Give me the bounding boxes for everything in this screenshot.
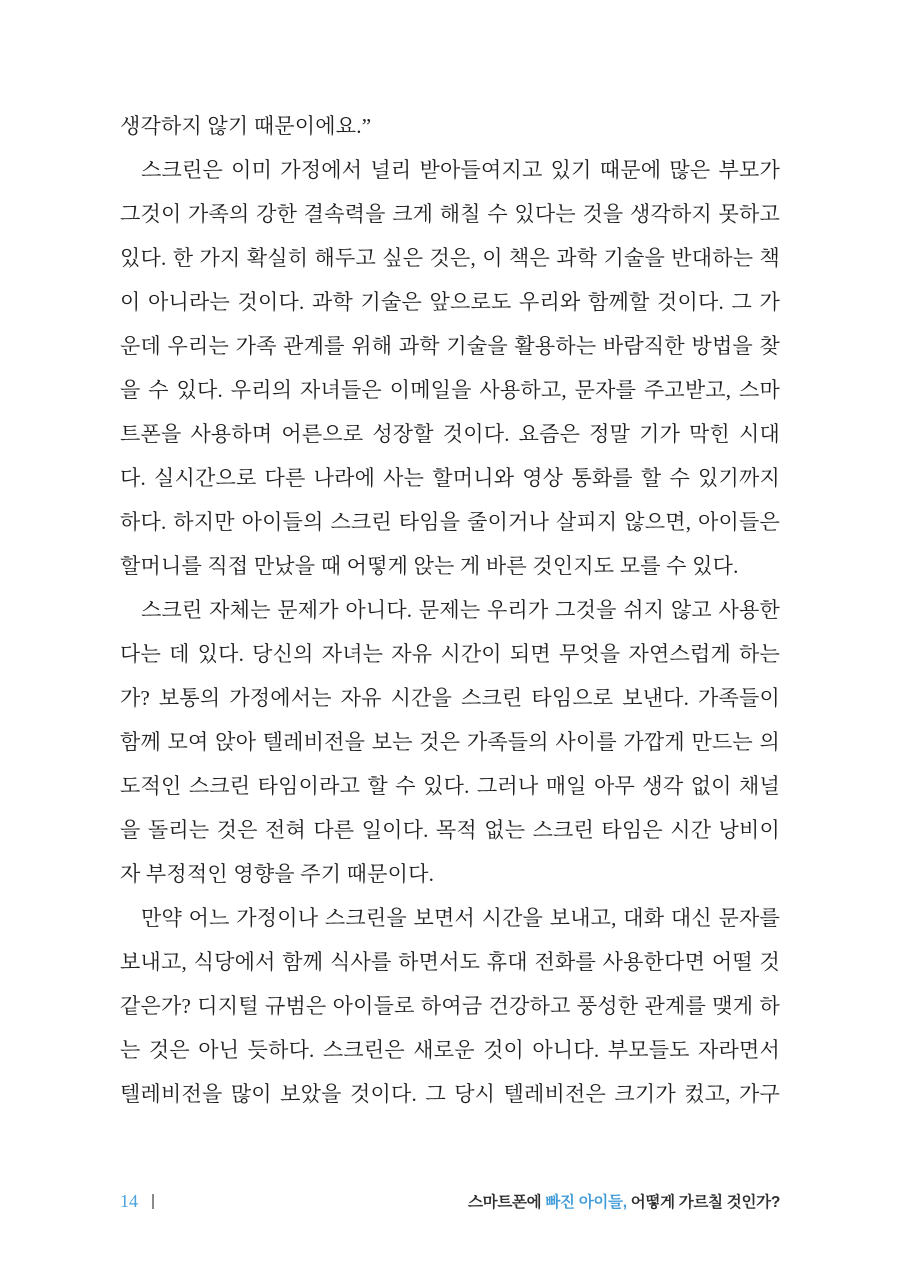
text-line: 자 부정적인 영향을 주기 때문이다. <box>120 862 435 886</box>
text-line: 을 돌리는 것은 전혀 다른 일이다. 목적 없는 스크린 타임은 시간 낭비이 <box>120 818 780 842</box>
text-line: 하다. 하지만 아이들의 스크린 타임을 줄이거나 살피지 않으면, 아이들은 <box>120 510 780 534</box>
book-title <box>468 1190 780 1212</box>
text-line: 그것이 가족의 강한 결속력을 크게 해칠 수 있다는 것을 생각하지 못하고 <box>120 202 780 226</box>
text-line: 있다. 한 가지 확실히 해두고 싶은 것은, 이 책은 과학 기술을 반대하는 책 <box>120 246 780 270</box>
page-footer <box>120 1188 780 1214</box>
text-line: 다는 데 있다. 당신의 자녀는 자유 시간이 되면 무엇을 자연스럽게 하는 <box>120 642 780 666</box>
footer-left <box>120 1191 154 1212</box>
text-line: 다. 실시간으로 다른 나라에 사는 할머니와 영상 통화를 할 수 있기까지 <box>120 466 780 490</box>
text-line: 보내고, 식당에서 함께 식사를 하면서도 휴대 전화를 사용한다면 어떨 것 <box>120 950 780 974</box>
text-line: 스크린은 이미 가정에서 널리 받아들여지고 있기 때문에 많은 부모가 <box>141 158 780 182</box>
text-line: 이 아니라는 것이다. 과학 기술은 앞으로도 우리와 함께할 것이다. 그 가 <box>120 290 780 314</box>
text-line: 생각하지 않기 때문이에요.” <box>120 114 372 138</box>
page-number: 14 <box>120 1190 138 1211</box>
text-line: 할머니를 직접 만났을 때 어떻게 앉는 게 바른 것인지도 모를 수 있다. <box>120 554 739 578</box>
text-line: 만약 어느 가정이나 스크린을 보면서 시간을 보내고, 대화 대신 문자를 <box>141 906 780 930</box>
book-title-post: 어떻게 가르칠 것인가? <box>626 1194 780 1211</box>
text-line: 도적인 스크린 타임이라고 할 수 있다. 그러나 매일 아무 생각 없이 채널 <box>120 774 780 798</box>
footer-divider <box>152 1194 154 1209</box>
text-line: 같은가? 디지털 규범은 아이들로 하여금 건강하고 풍성한 관계를 맺게 하 <box>120 994 780 1018</box>
text-line: 는 것은 아닌 듯하다. 스크린은 새로운 것이 아니다. 부모들도 자라면서 <box>120 1038 780 1062</box>
body-text <box>120 104 780 1116</box>
text-line: 을 수 있다. 우리의 자녀들은 이메일을 사용하고, 문자를 주고받고, 스마 <box>120 378 780 402</box>
text-line: 운데 우리는 가족 관계를 위해 과학 기술을 활용하는 바람직한 방법을 찾 <box>120 334 780 358</box>
text-line: 스크린 자체는 문제가 아니다. 문제는 우리가 그것을 쉬지 않고 사용한 <box>141 598 780 622</box>
text-line: 가? 보통의 가정에서는 자유 시간을 스크린 타임으로 보낸다. 가족들이 <box>120 686 780 710</box>
text-line: 함께 모여 앉아 텔레비전을 보는 것은 가족들의 사이를 가깝게 만드는 의 <box>120 730 780 754</box>
book-title-highlight: 빠진 아이들, <box>545 1194 627 1211</box>
text-line: 텔레비전을 많이 보았을 것이다. 그 당시 텔레비전은 크기가 컸고, 가구 <box>120 1082 780 1106</box>
book-title-pre: 스마트폰에 <box>467 1194 546 1211</box>
text-line: 트폰을 사용하며 어른으로 성장할 것이다. 요즘은 정말 기가 막힌 시대 <box>120 422 780 446</box>
